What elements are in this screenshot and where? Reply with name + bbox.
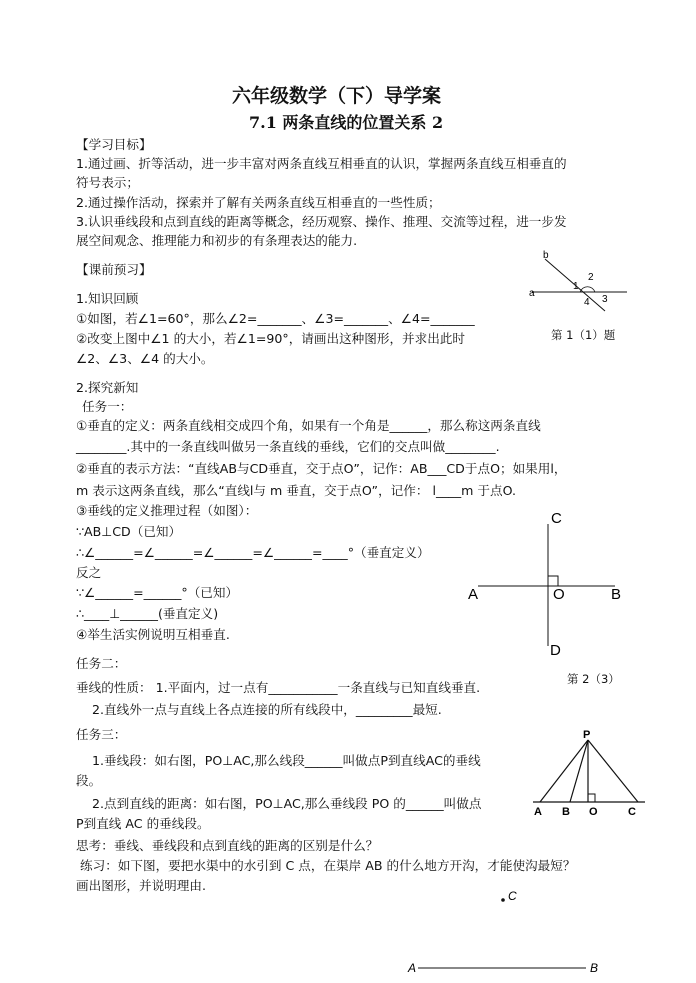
notation-line-1: ②垂直的表示方法：“直线AB与CD垂直，交于点O”，记作：AB___CD于点O；如果用l， — [76, 461, 567, 476]
exercise-question: 练习：如下图，要把水渠中的水引到 C 点，在渠岸 AB 的什么地方开沟，才能使沟最短？ — [80, 858, 576, 873]
definition-line-2: ________.其中的一条直线叫做另一条直线的垂线，它们的交点叫做________. — [76, 439, 500, 454]
figure-1-intersecting-lines — [528, 248, 630, 316]
task1-title: 任务一： — [82, 399, 133, 414]
think-question: 思考：垂线、垂线段和点到直线的距离的区别是什么？ — [76, 838, 379, 853]
goal-line-1: 1.通过画、折等活动，进一步丰富对两条直线互相垂直的认识，掌握两条直线互相垂直的 — [76, 156, 567, 171]
definition-line-1: ①垂直的定义：两条直线相交成四个角，如果有一个角是______，那么称这两条直线 — [76, 418, 541, 433]
segment-pc — [588, 740, 638, 802]
review-question-1: ①如图，若∠1=60°，那么∠2=_______、∠3=_______、∠4=_______ — [76, 311, 475, 326]
review-question-2: ②改变上图中∠1 的大小，若∠1=90°，请画出这种图形，并求出此时 — [76, 331, 466, 346]
process-line-6: ④举生活实例说明互相垂直. — [76, 627, 230, 642]
review-question-2b: ∠2、∠3、∠4 的大小。 — [76, 351, 214, 366]
label-angle-4: 4 — [584, 297, 590, 308]
process-line-5: ∴____⊥______(垂直定义) — [76, 606, 219, 621]
preview-heading: 【课前预习】 — [76, 262, 152, 277]
process-line-4: ∵∠______=______°（已知） — [76, 585, 239, 600]
figure-2-perpendicular-lines — [464, 508, 630, 658]
figure-4-canal — [400, 880, 610, 980]
goal-line-3b: 展空间观念、推理能力和初步的有条理表达的能力. — [76, 233, 358, 248]
goals-heading: 【学习目标】 — [76, 137, 152, 152]
notation-line-2: m 表示这两条直线，那么“直线l与 m 垂直，交于点O”，记作： l____m 于点O. — [76, 483, 516, 498]
label-p: P — [583, 729, 591, 741]
label-o: O — [589, 806, 598, 818]
process-line-1: ∵AB⊥CD（已知） — [76, 524, 182, 539]
page-subtitle: 7.1 两条直线的位置关系 2 — [249, 113, 444, 132]
label-a: A — [534, 806, 542, 818]
label-d: D — [550, 642, 561, 658]
label-angle-2: 2 — [588, 272, 594, 283]
task3-title: 任务三： — [76, 727, 127, 742]
process-title: ③垂线的定义推理过程（如图）： — [76, 503, 258, 518]
segment-definition: 1.垂线段：如右图，PO⊥AC,那么线段______叫做点P到直线AC的垂线 — [92, 753, 481, 768]
label-o: O — [553, 586, 565, 603]
label-b: B — [562, 806, 570, 818]
distance-definition-b: P到直线 AC 的垂线段。 — [76, 816, 210, 831]
distance-definition: 2.点到直线的距离：如右图，PO⊥AC,那么垂线段 PO 的______叫做点 — [92, 796, 482, 811]
label-a: A — [408, 961, 417, 975]
review-title: 1.知识回顾 — [76, 291, 139, 306]
label-angle-3: 3 — [602, 294, 608, 305]
figure-1-caption: 第 1（1）题 — [551, 328, 616, 342]
figure-2-caption: 第 2（3） — [567, 672, 620, 686]
task2-title: 任务二： — [76, 656, 127, 671]
point-c — [501, 898, 505, 902]
segment-pa — [540, 740, 588, 802]
right-angle-mark — [548, 576, 558, 586]
process-line-3: 反之 — [76, 565, 102, 580]
goal-line-2: 2.通过操作活动，探索并了解有关两条直线互相垂直的一些性质； — [76, 195, 441, 210]
figure-3-perpendicular-segment — [530, 728, 648, 820]
page-title: 六年级数学（下）导学案 — [232, 85, 442, 107]
label-a: a — [529, 288, 535, 299]
label-b: B — [611, 586, 622, 603]
label-c: C — [508, 889, 517, 903]
label-c: C — [628, 806, 636, 818]
label-b: B — [590, 961, 599, 975]
segment-pb — [570, 740, 588, 802]
exercise-question-b: 画出图形，并说明理由. — [76, 878, 206, 893]
explore-title: 2.探究新知 — [76, 380, 139, 395]
label-angle-1: 1 — [573, 281, 579, 292]
right-angle-mark — [588, 794, 595, 802]
label-b: b — [543, 250, 549, 261]
goal-line-1b: 符号表示； — [76, 175, 139, 190]
label-a: A — [468, 586, 479, 603]
property-line-1: 垂线的性质： 1.平面内，过一点有___________一条直线与已知直线垂直. — [76, 680, 481, 695]
process-line-2: ∴∠______=∠______=∠______=∠______=____°（垂直定义） — [76, 545, 430, 560]
property-line-2: 2.直线外一点与直线上各点连接的所有线段中，_________最短. — [92, 702, 442, 717]
label-c: C — [551, 510, 562, 527]
segment-definition-b: 段。 — [76, 773, 102, 788]
goal-line-3: 3.认识垂线段和点到直线的距离等概念，经历观察、操作、推理、交流等过程，进一步发 — [76, 214, 567, 229]
